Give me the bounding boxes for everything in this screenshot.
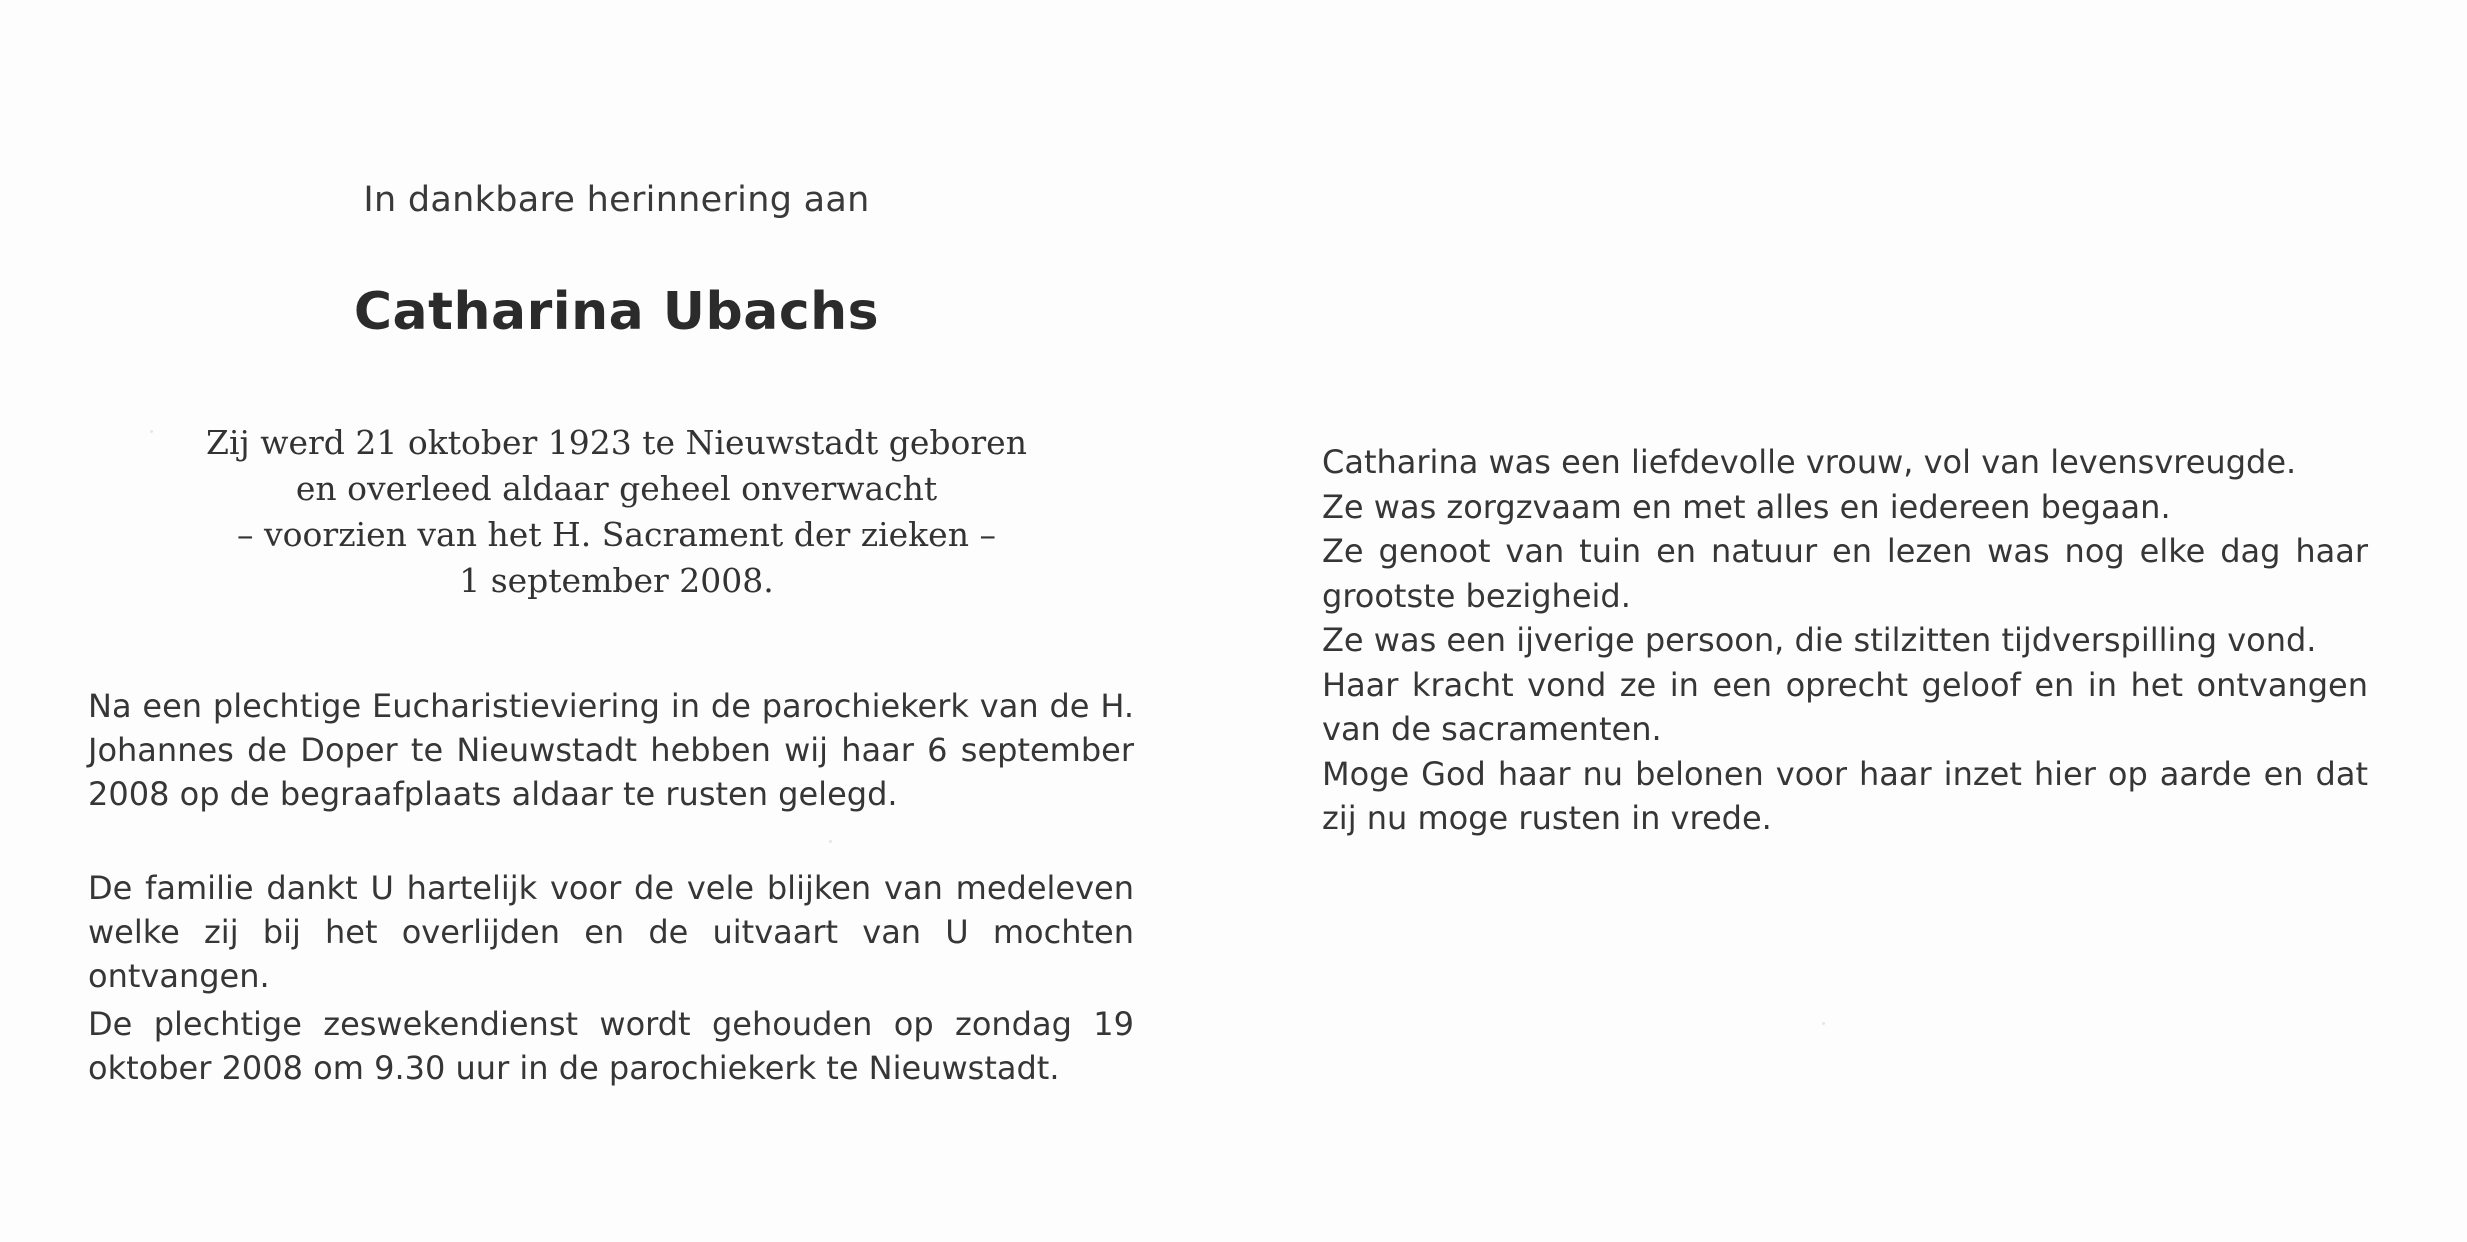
tribute-sentence: Ze genoot van tuin en natuur en lezen was nog elke dag haar grootste bezigheid. xyxy=(1322,532,2368,615)
thanks-paragraph: De familie dankt U hartelijk voor de vele blijken van medeleven welke zij bij het overlijden en de uitvaart van U mochten ontvangen. xyxy=(88,869,1134,995)
biography xyxy=(0,420,1233,604)
tribute-sentence: Moge God haar nu belonen voor haar inzet hier op aarde en dat zij nu moge rusten in vrede. xyxy=(1322,754,2368,837)
tribute-sentence: Ze was zorgzvaam en met alles en iedereen begaan. xyxy=(1322,487,2171,526)
funeral-paragraph: Na een plechtige Eucharistieviering in de parochiekerk van de H. Johannes de Doper te Nieuwstadt hebben wij haar 6 september 2008 op de begraafplaats aldaar te rusten gelegd. xyxy=(88,687,1134,813)
paper-speck xyxy=(150,430,153,433)
tribute-text xyxy=(1322,440,2368,841)
paper-speck xyxy=(829,840,832,843)
bio-line: – voorzien van het H. Sacrament der zieken – xyxy=(237,515,996,554)
right-panel xyxy=(1233,0,2467,1242)
paper-speck xyxy=(1822,1022,1825,1025)
intro-line: In dankbare herinnering aan xyxy=(363,180,870,220)
bio-line: 1 september 2008. xyxy=(459,561,774,600)
left-panel xyxy=(0,0,1233,1242)
bio-line: Zij werd 21 oktober 1923 te Nieuwstadt geboren xyxy=(206,423,1027,462)
memorial-service-paragraph: De plechtige zeswekendienst wordt gehouden op zondag 19 oktober 2008 om 9.30 uur in de parochiekerk te Nieuwstadt. xyxy=(88,1005,1134,1087)
tribute-sentence: Haar kracht vond ze in een oprecht geloof en in het ontvangen van de sacramenten. xyxy=(1322,665,2368,748)
deceased-name: Catharina Ubachs xyxy=(353,282,880,342)
tribute-sentence: Catharina was een liefdevolle vrouw, vol van levensvreugde. xyxy=(1322,443,2297,481)
bio-line: en overleed aldaar geheel onverwacht xyxy=(295,469,938,508)
tribute-sentence: Ze was een ijverige persoon, die stilzitten tijdverspilling vond. xyxy=(1322,621,2317,659)
